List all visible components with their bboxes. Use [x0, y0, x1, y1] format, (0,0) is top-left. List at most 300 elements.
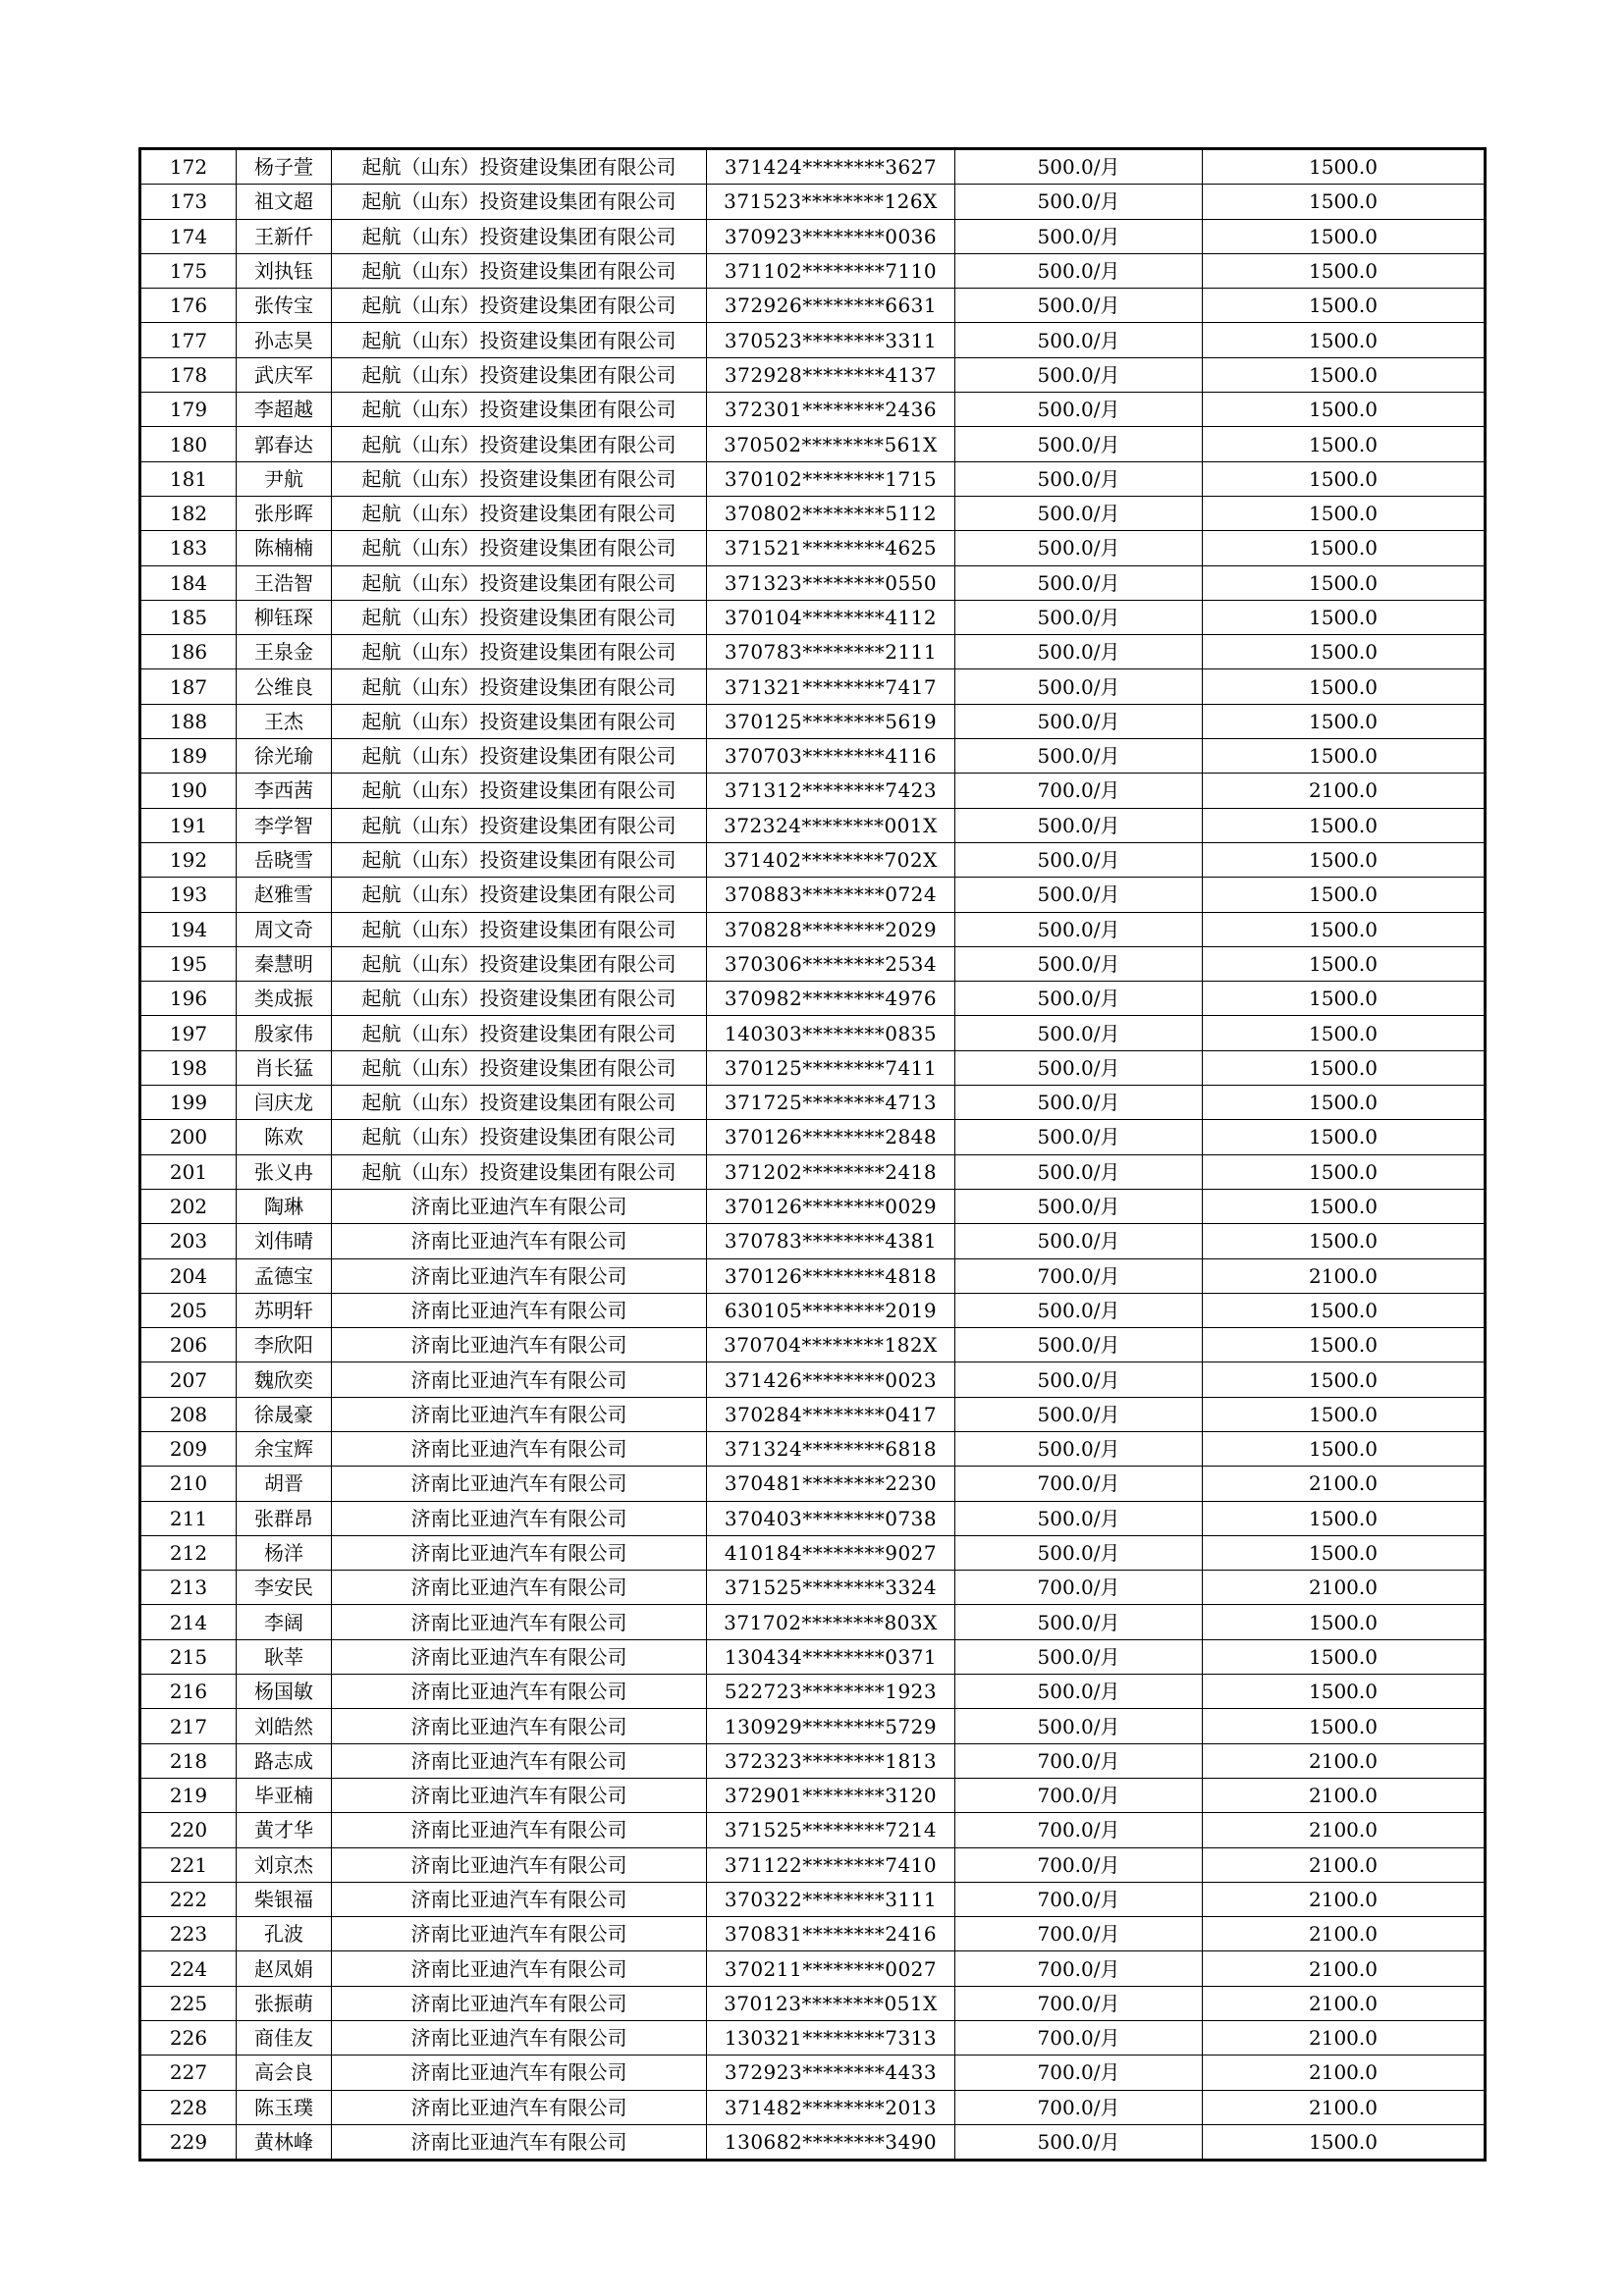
- id-number-cell: 371321********7417: [707, 669, 955, 704]
- total-amount-cell: 1500.0: [1203, 1639, 1486, 1674]
- id-number-cell: 372301********2436: [707, 393, 955, 427]
- table-row: [140, 149, 1486, 185]
- table-row: [140, 496, 1486, 530]
- row-number-cell: 213: [140, 1571, 237, 1605]
- company-name-cell: 济南比亚迪汽车有限公司: [332, 1362, 707, 1397]
- row-number-cell: 176: [140, 289, 237, 323]
- total-amount-cell: 2100.0: [1203, 1951, 1486, 1986]
- table-row: [140, 1986, 1486, 2020]
- id-number-cell: 370831********2416: [707, 1917, 955, 1951]
- monthly-amount-cell: 500.0/月: [955, 393, 1203, 427]
- person-name-cell: 李阔: [237, 1605, 332, 1639]
- table-row: [140, 1328, 1486, 1362]
- table-row: [140, 704, 1486, 738]
- monthly-amount-cell: 500.0/月: [955, 1431, 1203, 1466]
- row-number-cell: 223: [140, 1917, 237, 1951]
- company-name-cell: 起航（山东）投资建设集团有限公司: [332, 842, 707, 877]
- table-row: [140, 1086, 1486, 1120]
- person-name-cell: 苏明轩: [237, 1293, 332, 1327]
- id-number-cell: 370104********4112: [707, 600, 955, 634]
- company-name-cell: 济南比亚迪汽车有限公司: [332, 1986, 707, 2020]
- company-name-cell: 济南比亚迪汽车有限公司: [332, 1675, 707, 1709]
- id-number-cell: 370704********182X: [707, 1328, 955, 1362]
- row-number-cell: 219: [140, 1778, 237, 1812]
- total-amount-cell: 1500.0: [1203, 1293, 1486, 1327]
- table-row: [140, 1258, 1486, 1293]
- row-number-cell: 175: [140, 253, 237, 288]
- row-number-cell: 196: [140, 982, 237, 1016]
- id-number-cell: 370125********7411: [707, 1050, 955, 1085]
- id-number-cell: 370306********2534: [707, 946, 955, 981]
- table-row: [140, 1120, 1486, 1154]
- monthly-amount-cell: 500.0/月: [955, 946, 1203, 981]
- person-name-cell: 李欣阳: [237, 1328, 332, 1362]
- table-row: [140, 1639, 1486, 1674]
- person-name-cell: 魏欣奕: [237, 1362, 332, 1397]
- monthly-amount-cell: 500.0/月: [955, 185, 1203, 219]
- table-row: [140, 1224, 1486, 1258]
- company-name-cell: 济南比亚迪汽车有限公司: [332, 2021, 707, 2056]
- subsidy-table: [138, 147, 1487, 2162]
- row-number-cell: 207: [140, 1362, 237, 1397]
- total-amount-cell: 1500.0: [1203, 912, 1486, 946]
- table-row: [140, 2124, 1486, 2160]
- total-amount-cell: 1500.0: [1203, 357, 1486, 392]
- person-name-cell: 耿莘: [237, 1639, 332, 1674]
- row-number-cell: 218: [140, 1743, 237, 1778]
- row-number-cell: 189: [140, 739, 237, 774]
- table-row: [140, 461, 1486, 496]
- total-amount-cell: 2100.0: [1203, 1847, 1486, 1882]
- id-number-cell: 130682********3490: [707, 2124, 955, 2160]
- monthly-amount-cell: 500.0/月: [955, 1675, 1203, 1709]
- row-number-cell: 204: [140, 1258, 237, 1293]
- id-number-cell: 370982********4976: [707, 982, 955, 1016]
- total-amount-cell: 2100.0: [1203, 2090, 1486, 2124]
- row-number-cell: 209: [140, 1431, 237, 1466]
- monthly-amount-cell: 500.0/月: [955, 253, 1203, 288]
- person-name-cell: 刘伟晴: [237, 1224, 332, 1258]
- table-body: [140, 149, 1486, 2161]
- company-name-cell: 济南比亚迪汽车有限公司: [332, 1501, 707, 1535]
- person-name-cell: 王浩智: [237, 565, 332, 600]
- monthly-amount-cell: 500.0/月: [955, 149, 1203, 185]
- person-name-cell: 张彤晖: [237, 496, 332, 530]
- id-number-cell: 370126********0029: [707, 1189, 955, 1223]
- company-name-cell: 济南比亚迪汽车有限公司: [332, 1743, 707, 1778]
- company-name-cell: 济南比亚迪汽车有限公司: [332, 1293, 707, 1327]
- id-number-cell: 370123********051X: [707, 1986, 955, 2020]
- row-number-cell: 198: [140, 1050, 237, 1085]
- total-amount-cell: 1500.0: [1203, 1016, 1486, 1050]
- id-number-cell: 371702********803X: [707, 1605, 955, 1639]
- person-name-cell: 闫庆龙: [237, 1086, 332, 1120]
- table-row: [140, 808, 1486, 842]
- monthly-amount-cell: 700.0/月: [955, 774, 1203, 808]
- monthly-amount-cell: 500.0/月: [955, 739, 1203, 774]
- total-amount-cell: 1500.0: [1203, 219, 1486, 253]
- person-name-cell: 孟德宝: [237, 1258, 332, 1293]
- row-number-cell: 224: [140, 1951, 237, 1986]
- table-row: [140, 357, 1486, 392]
- id-number-cell: 371523********126X: [707, 185, 955, 219]
- company-name-cell: 济南比亚迪汽车有限公司: [332, 1189, 707, 1223]
- table-row: [140, 1501, 1486, 1535]
- table-row: [140, 323, 1486, 357]
- table-row: [140, 393, 1486, 427]
- company-name-cell: 起航（山东）投资建设集团有限公司: [332, 774, 707, 808]
- person-name-cell: 刘执钰: [237, 253, 332, 288]
- table-row: [140, 842, 1486, 877]
- table-row: [140, 185, 1486, 219]
- table-row: [140, 289, 1486, 323]
- company-name-cell: 济南比亚迪汽车有限公司: [332, 2090, 707, 2124]
- id-number-cell: 372926********6631: [707, 289, 955, 323]
- table-row: [140, 1397, 1486, 1431]
- table-row: [140, 427, 1486, 461]
- id-number-cell: 370783********4381: [707, 1224, 955, 1258]
- person-name-cell: 武庆军: [237, 357, 332, 392]
- company-name-cell: 济南比亚迪汽车有限公司: [332, 1951, 707, 1986]
- row-number-cell: 225: [140, 1986, 237, 2020]
- person-name-cell: 胡晋: [237, 1467, 332, 1501]
- total-amount-cell: 2100.0: [1203, 2021, 1486, 2056]
- id-number-cell: 371202********2418: [707, 1154, 955, 1189]
- row-number-cell: 229: [140, 2124, 237, 2160]
- table-row: [140, 1951, 1486, 1986]
- company-name-cell: 济南比亚迪汽车有限公司: [332, 1571, 707, 1605]
- company-name-cell: 起航（山东）投资建设集团有限公司: [332, 739, 707, 774]
- id-number-cell: 371525********3324: [707, 1571, 955, 1605]
- total-amount-cell: 1500.0: [1203, 1154, 1486, 1189]
- monthly-amount-cell: 700.0/月: [955, 1571, 1203, 1605]
- table-row: [140, 1917, 1486, 1951]
- id-number-cell: 371521********4625: [707, 531, 955, 565]
- company-name-cell: 起航（山东）投资建设集团有限公司: [332, 323, 707, 357]
- person-name-cell: 王新仟: [237, 219, 332, 253]
- row-number-cell: 173: [140, 185, 237, 219]
- id-number-cell: 371426********0023: [707, 1362, 955, 1397]
- id-number-cell: 371122********7410: [707, 1847, 955, 1882]
- table-row: [140, 1675, 1486, 1709]
- person-name-cell: 徐光瑜: [237, 739, 332, 774]
- total-amount-cell: 1500.0: [1203, 1397, 1486, 1431]
- company-name-cell: 起航（山东）投资建设集团有限公司: [332, 982, 707, 1016]
- monthly-amount-cell: 500.0/月: [955, 1154, 1203, 1189]
- row-number-cell: 177: [140, 323, 237, 357]
- monthly-amount-cell: 500.0/月: [955, 289, 1203, 323]
- table-row: [140, 635, 1486, 669]
- person-name-cell: 祖文超: [237, 185, 332, 219]
- company-name-cell: 济南比亚迪汽车有限公司: [332, 1397, 707, 1431]
- row-number-cell: 217: [140, 1709, 237, 1743]
- row-number-cell: 211: [140, 1501, 237, 1535]
- total-amount-cell: 1500.0: [1203, 565, 1486, 600]
- id-number-cell: 130321********7313: [707, 2021, 955, 2056]
- id-number-cell: 370783********2111: [707, 635, 955, 669]
- monthly-amount-cell: 700.0/月: [955, 2021, 1203, 2056]
- monthly-amount-cell: 500.0/月: [955, 1397, 1203, 1431]
- total-amount-cell: 1500.0: [1203, 808, 1486, 842]
- row-number-cell: 191: [140, 808, 237, 842]
- monthly-amount-cell: 500.0/月: [955, 669, 1203, 704]
- company-name-cell: 济南比亚迪汽车有限公司: [332, 1847, 707, 1882]
- company-name-cell: 起航（山东）投资建设集团有限公司: [332, 1086, 707, 1120]
- table-row: [140, 1813, 1486, 1847]
- row-number-cell: 186: [140, 635, 237, 669]
- person-name-cell: 李安民: [237, 1571, 332, 1605]
- person-name-cell: 黄林峰: [237, 2124, 332, 2160]
- person-name-cell: 余宝辉: [237, 1431, 332, 1466]
- total-amount-cell: 1500.0: [1203, 946, 1486, 981]
- company-name-cell: 起航（山东）投资建设集团有限公司: [332, 219, 707, 253]
- id-number-cell: 630105********2019: [707, 1293, 955, 1327]
- company-name-cell: 起航（山东）投资建设集团有限公司: [332, 393, 707, 427]
- table-row: [140, 2056, 1486, 2090]
- id-number-cell: 522723********1923: [707, 1675, 955, 1709]
- row-number-cell: 206: [140, 1328, 237, 1362]
- company-name-cell: 起航（山东）投资建设集团有限公司: [332, 289, 707, 323]
- monthly-amount-cell: 700.0/月: [955, 1467, 1203, 1501]
- id-number-cell: 370403********0738: [707, 1501, 955, 1535]
- company-name-cell: 起航（山东）投资建设集团有限公司: [332, 461, 707, 496]
- monthly-amount-cell: 500.0/月: [955, 1535, 1203, 1570]
- total-amount-cell: 2100.0: [1203, 1778, 1486, 1812]
- total-amount-cell: 1500.0: [1203, 1605, 1486, 1639]
- company-name-cell: 济南比亚迪汽车有限公司: [332, 1224, 707, 1258]
- id-number-cell: 371424********3627: [707, 149, 955, 185]
- total-amount-cell: 1500.0: [1203, 982, 1486, 1016]
- person-name-cell: 公维良: [237, 669, 332, 704]
- person-name-cell: 李西茜: [237, 774, 332, 808]
- person-name-cell: 路志成: [237, 1743, 332, 1778]
- total-amount-cell: 2100.0: [1203, 1917, 1486, 1951]
- total-amount-cell: 1500.0: [1203, 427, 1486, 461]
- company-name-cell: 济南比亚迪汽车有限公司: [332, 2056, 707, 2090]
- monthly-amount-cell: 500.0/月: [955, 219, 1203, 253]
- table-row: [140, 1847, 1486, 1882]
- monthly-amount-cell: 500.0/月: [955, 1501, 1203, 1535]
- row-number-cell: 221: [140, 1847, 237, 1882]
- monthly-amount-cell: 500.0/月: [955, 2124, 1203, 2160]
- total-amount-cell: 1500.0: [1203, 289, 1486, 323]
- total-amount-cell: 2100.0: [1203, 1467, 1486, 1501]
- person-name-cell: 张义冉: [237, 1154, 332, 1189]
- row-number-cell: 193: [140, 878, 237, 912]
- monthly-amount-cell: 500.0/月: [955, 982, 1203, 1016]
- monthly-amount-cell: 700.0/月: [955, 1951, 1203, 1986]
- total-amount-cell: 1500.0: [1203, 739, 1486, 774]
- total-amount-cell: 2100.0: [1203, 1986, 1486, 2020]
- monthly-amount-cell: 700.0/月: [955, 1743, 1203, 1778]
- row-number-cell: 212: [140, 1535, 237, 1570]
- monthly-amount-cell: 500.0/月: [955, 1328, 1203, 1362]
- row-number-cell: 200: [140, 1120, 237, 1154]
- row-number-cell: 197: [140, 1016, 237, 1050]
- monthly-amount-cell: 700.0/月: [955, 1847, 1203, 1882]
- row-number-cell: 201: [140, 1154, 237, 1189]
- person-name-cell: 柳钰琛: [237, 600, 332, 634]
- monthly-amount-cell: 500.0/月: [955, 600, 1203, 634]
- total-amount-cell: 1500.0: [1203, 185, 1486, 219]
- company-name-cell: 济南比亚迪汽车有限公司: [332, 1917, 707, 1951]
- table-row: [140, 1050, 1486, 1085]
- monthly-amount-cell: 500.0/月: [955, 496, 1203, 530]
- table-row: [140, 669, 1486, 704]
- person-name-cell: 张振萌: [237, 1986, 332, 2020]
- id-number-cell: 370703********4116: [707, 739, 955, 774]
- table-row: [140, 1154, 1486, 1189]
- person-name-cell: 陈楠楠: [237, 531, 332, 565]
- monthly-amount-cell: 700.0/月: [955, 1917, 1203, 1951]
- monthly-amount-cell: 700.0/月: [955, 1778, 1203, 1812]
- table-row: [140, 946, 1486, 981]
- id-number-cell: 370523********3311: [707, 323, 955, 357]
- monthly-amount-cell: 500.0/月: [955, 565, 1203, 600]
- id-number-cell: 130929********5729: [707, 1709, 955, 1743]
- row-number-cell: 184: [140, 565, 237, 600]
- monthly-amount-cell: 500.0/月: [955, 1293, 1203, 1327]
- company-name-cell: 起航（山东）投资建设集团有限公司: [332, 496, 707, 530]
- row-number-cell: 222: [140, 1882, 237, 1916]
- table-row: [140, 1605, 1486, 1639]
- row-number-cell: 185: [140, 600, 237, 634]
- row-number-cell: 210: [140, 1467, 237, 1501]
- row-number-cell: 182: [140, 496, 237, 530]
- row-number-cell: 202: [140, 1189, 237, 1223]
- company-name-cell: 济南比亚迪汽车有限公司: [332, 1778, 707, 1812]
- id-number-cell: 370502********561X: [707, 427, 955, 461]
- total-amount-cell: 1500.0: [1203, 393, 1486, 427]
- id-number-cell: 372923********4433: [707, 2056, 955, 2090]
- row-number-cell: 220: [140, 1813, 237, 1847]
- person-name-cell: 赵雅雪: [237, 878, 332, 912]
- company-name-cell: 济南比亚迪汽车有限公司: [332, 1535, 707, 1570]
- table-row: [140, 1016, 1486, 1050]
- monthly-amount-cell: 700.0/月: [955, 1813, 1203, 1847]
- company-name-cell: 起航（山东）投资建设集团有限公司: [332, 357, 707, 392]
- id-number-cell: 372323********1813: [707, 1743, 955, 1778]
- total-amount-cell: 2100.0: [1203, 1258, 1486, 1293]
- id-number-cell: 410184********9027: [707, 1535, 955, 1570]
- person-name-cell: 孔波: [237, 1917, 332, 1951]
- company-name-cell: 济南比亚迪汽车有限公司: [332, 1639, 707, 1674]
- monthly-amount-cell: 500.0/月: [955, 808, 1203, 842]
- person-name-cell: 殷家伟: [237, 1016, 332, 1050]
- table-row: [140, 982, 1486, 1016]
- monthly-amount-cell: 700.0/月: [955, 1986, 1203, 2020]
- id-number-cell: 370125********5619: [707, 704, 955, 738]
- person-name-cell: 张群昂: [237, 1501, 332, 1535]
- monthly-amount-cell: 500.0/月: [955, 427, 1203, 461]
- table-row: [140, 1431, 1486, 1466]
- company-name-cell: 济南比亚迪汽车有限公司: [332, 1467, 707, 1501]
- company-name-cell: 起航（山东）投资建设集团有限公司: [332, 565, 707, 600]
- id-number-cell: 370923********0036: [707, 219, 955, 253]
- monthly-amount-cell: 700.0/月: [955, 2090, 1203, 2124]
- total-amount-cell: 1500.0: [1203, 1328, 1486, 1362]
- person-name-cell: 李学智: [237, 808, 332, 842]
- person-name-cell: 尹航: [237, 461, 332, 496]
- total-amount-cell: 1500.0: [1203, 1362, 1486, 1397]
- company-name-cell: 起航（山东）投资建设集团有限公司: [332, 185, 707, 219]
- company-name-cell: 起航（山东）投资建设集团有限公司: [332, 253, 707, 288]
- person-name-cell: 张传宝: [237, 289, 332, 323]
- id-number-cell: 372928********4137: [707, 357, 955, 392]
- company-name-cell: 起航（山东）投资建设集团有限公司: [332, 878, 707, 912]
- person-name-cell: 黄才华: [237, 1813, 332, 1847]
- id-number-cell: 370322********3111: [707, 1882, 955, 1916]
- total-amount-cell: 1500.0: [1203, 635, 1486, 669]
- total-amount-cell: 1500.0: [1203, 600, 1486, 634]
- company-name-cell: 起航（山东）投资建设集团有限公司: [332, 635, 707, 669]
- total-amount-cell: 1500.0: [1203, 1675, 1486, 1709]
- company-name-cell: 济南比亚迪汽车有限公司: [332, 1431, 707, 1466]
- id-number-cell: 370802********5112: [707, 496, 955, 530]
- table-row: [140, 600, 1486, 634]
- table-row: [140, 1882, 1486, 1916]
- row-number-cell: 203: [140, 1224, 237, 1258]
- total-amount-cell: 1500.0: [1203, 842, 1486, 877]
- total-amount-cell: 1500.0: [1203, 149, 1486, 185]
- person-name-cell: 秦慧明: [237, 946, 332, 981]
- person-name-cell: 类成振: [237, 982, 332, 1016]
- row-number-cell: 179: [140, 393, 237, 427]
- row-number-cell: 195: [140, 946, 237, 981]
- id-number-cell: 140303********0835: [707, 1016, 955, 1050]
- person-name-cell: 柴银福: [237, 1882, 332, 1916]
- total-amount-cell: 2100.0: [1203, 1813, 1486, 1847]
- person-name-cell: 周文奇: [237, 912, 332, 946]
- person-name-cell: 商佳友: [237, 2021, 332, 2056]
- table-row: [140, 1778, 1486, 1812]
- person-name-cell: 孙志昊: [237, 323, 332, 357]
- table-row: [140, 1535, 1486, 1570]
- person-name-cell: 杨国敏: [237, 1675, 332, 1709]
- row-number-cell: 216: [140, 1675, 237, 1709]
- monthly-amount-cell: 500.0/月: [955, 1086, 1203, 1120]
- id-number-cell: 371525********7214: [707, 1813, 955, 1847]
- row-number-cell: 172: [140, 149, 237, 185]
- row-number-cell: 208: [140, 1397, 237, 1431]
- row-number-cell: 190: [140, 774, 237, 808]
- id-number-cell: 371312********7423: [707, 774, 955, 808]
- company-name-cell: 起航（山东）投资建设集团有限公司: [332, 427, 707, 461]
- row-number-cell: 188: [140, 704, 237, 738]
- row-number-cell: 178: [140, 357, 237, 392]
- person-name-cell: 王杰: [237, 704, 332, 738]
- row-number-cell: 227: [140, 2056, 237, 2090]
- monthly-amount-cell: 500.0/月: [955, 878, 1203, 912]
- monthly-amount-cell: 500.0/月: [955, 357, 1203, 392]
- company-name-cell: 济南比亚迪汽车有限公司: [332, 1258, 707, 1293]
- row-number-cell: 192: [140, 842, 237, 877]
- total-amount-cell: 1500.0: [1203, 704, 1486, 738]
- id-number-cell: 371324********6818: [707, 1431, 955, 1466]
- table-row: [140, 1571, 1486, 1605]
- id-number-cell: 370883********0724: [707, 878, 955, 912]
- table-row: [140, 912, 1486, 946]
- monthly-amount-cell: 500.0/月: [955, 531, 1203, 565]
- table-row: [140, 531, 1486, 565]
- monthly-amount-cell: 500.0/月: [955, 1189, 1203, 1223]
- person-name-cell: 岳晓雪: [237, 842, 332, 877]
- total-amount-cell: 2100.0: [1203, 774, 1486, 808]
- total-amount-cell: 2100.0: [1203, 1743, 1486, 1778]
- monthly-amount-cell: 500.0/月: [955, 1639, 1203, 1674]
- table-row: [140, 739, 1486, 774]
- row-number-cell: 199: [140, 1086, 237, 1120]
